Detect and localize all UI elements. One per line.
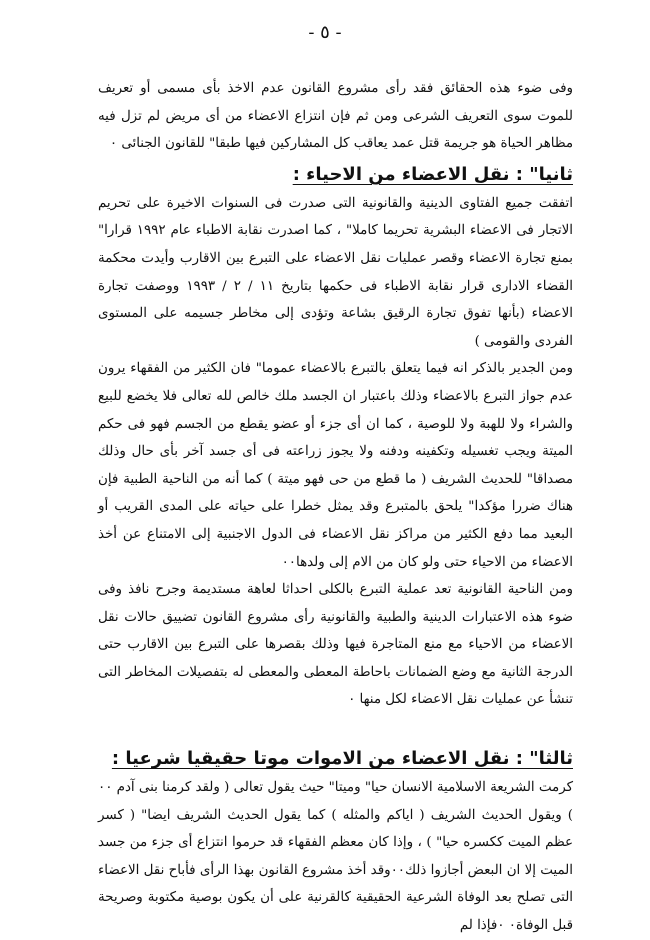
paragraph-jurists-opinion: ومن الجدير بالذكر انه فيما يتعلق بالتبرع بالاعضاء عموما" فان الكثير من الفقهاء يرون عدم جواز التبرع بالاعضاء وذلك باعتبار ان الجسد ملك خالص لله تعالى فلا يخضع للبيع والشراء ولا للهبة ولا للوصية ، كما ان أى جزء أو عضو يقطع من الجسم فهو فى حكم الميتة ويجب تغسيله وتكفينه ودفنه ولا يجوز زراعته فى أى جسد آخر بأى حال وذلك مصداقا" للحديث الشريف ( ما قطع من حى فهو ميتة ) كما أنه من الناحية الطبية فإن هناك ضررا مؤكدا" يلحق بالمتبرع وقد يمثل خطرا على حياته على المدى القريب أو البعيد مما دفع الكثير من مراكز نقل الاعضاء فى الدول الاجنبية إلى الامتناع عن أخذ الاعضاء من الاحياء حتى ولو كان من الام إلى ولدها٠٠: [98, 361, 573, 570]
section-heading-text: ثالثا" : نقل الاعضاء من الاموات موتا حقيقيا شرعيا :: [111, 748, 573, 770]
paragraph-islamic-law: كرمت الشريعة الاسلامية الانسان حيا" وميتا" حيث يقول تعالى ( ولقد كرمنا بنى آدم ٠٠ ) ويقول الحديث الشريف ( اياكم والمثله ) كما يقول الحديث الشريف ايضا" ( كسر عظم الميت ككسره حيا" ) ، وإذا كان معظم الفقهاء قد حرموا انتزاع أى جزء من جسد الميت إلا ان البعض أجازوا ذلك٠٠وقد أخذ مشروع القانون بهذا الرأى فأباح نقل الاعضاء التى تصلح بعد الوفاة الشرعية الحقيقية كالقرنية على أن يكون بوصية مكتوبة وصريحة قبل الوفاة٠ ٠فإذا لم: [98, 780, 573, 934]
paragraph-fatwas: اتفقت جميع الفتاوى الدينية والقانونية التى صدرت فى السنوات الاخيرة على تحريم الاتجار فى الاعضاء البشرية تحريما كاملا" ، كما اصدرت نقابة الاطباء عام ١٩٩٢ قرارا" بمنع تجارة الاعضاء وقصر عمليات نقل الاعضاء على التبرع بين الاقارب وأيدت محكمة القضاء الادارى قرار نقابة الاطباء فى حكمها بتاريخ ١١ / ٢ / ١٩٩٣ ووصفت تجارة الاعضاء (بأنها تفوق تجارة الرقيق بشاعة وتؤدى إلى مخاطر جسيمه على المستوى الفردى والقومى ): [98, 195, 573, 349]
intro-paragraph: وفى ضوء هذه الحقائق فقد رأى مشروع القانون عدم الاخذ بأى مسمى أو تعريف للموت سوى التعريف الشرعى ومن ثم فإن انتزاع الاعضاء من أى مريض لم تزل فيه مظاهر الحياة هو جريمة قتل عمد يعاقب كل المشاركين فيها طبقا" للقانون الجنائى ٠: [98, 81, 573, 152]
document-body: [98, 75, 573, 940]
section-heading-living-donors: [98, 160, 573, 190]
page-number: - ٥ -: [308, 22, 342, 43]
section-heading-text: ثانيا" : نقل الاعضاء من الاحياء :: [292, 163, 573, 185]
section-heading-deceased-donors: [98, 744, 573, 774]
paragraph-legal-view: ومن الناحية القانونية تعد عملية التبرع بالكلى احداثا لعاهة مستديمة وجرح نافذ وفى ضوء هذه الاعتبارات الدينية والطبية والقانونية رأى مشروع القانون تضييق حالات نقل الاعضاء من الاحياء مع منع المتاجرة فيها وذلك بقصرها على التبرع بين الاقارب حتى الدرجة الثانية مع وضع الضمانات باحاطة المعطى والمعطى له بتفصيلات المخاطر التى تنشأ عن عمليات نقل الاعضاء لكل منها ٠: [98, 582, 573, 708]
